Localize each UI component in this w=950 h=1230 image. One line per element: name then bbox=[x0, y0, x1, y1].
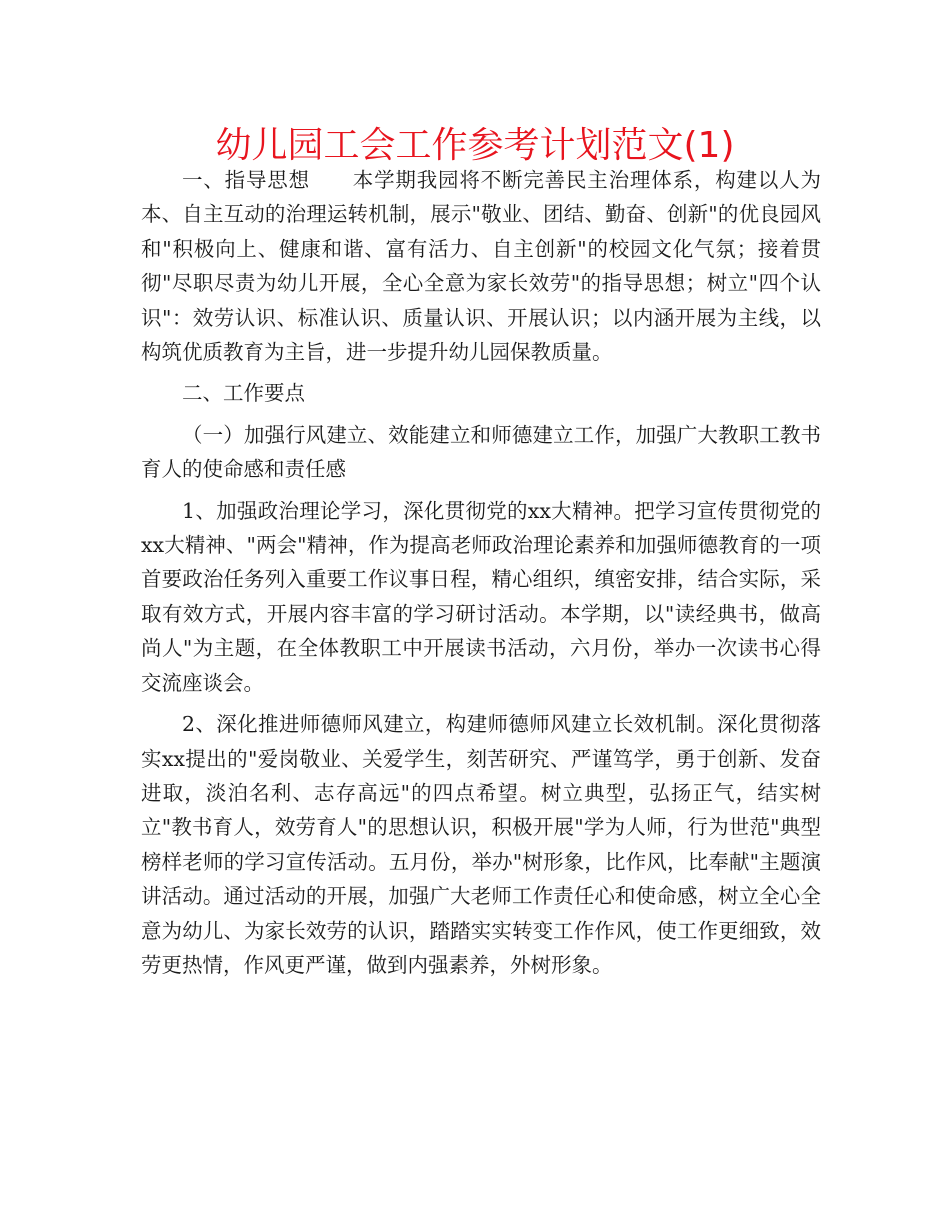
section-heading-work-points: 二、工作要点 bbox=[182, 381, 305, 406]
section-guiding-ideology bbox=[141, 163, 821, 369]
document-body bbox=[141, 163, 821, 989]
section-paragraph: 本学期我园将不断完善民主治理体系，构建以人为本、自主互动的治理运转机制，展示"敬业、团结、勤奋、创新"的优良园风和"积极向上、健康和谐、富有活力、自主创新"的校园文化气氛；接着贯彻"尽职尽责为幼儿开展，全心全意为家长效劳"的指导思想；树立"四个认识"：效劳认识、标准认识、质量认识、开展认识；以内涵开展为主线，以构筑优质教育为主旨，进一步提升幼儿园保教质量。 bbox=[141, 168, 822, 365]
list-item-paragraph: 2、深化推进师德师风建立，构建师德师风建立长效机制。深化贯彻落实xx提出的"爱岗敬业、关爱学生，刻苦研究、严谨笃学，勇于创新、发奋进取，淡泊名利、志存高远"的四点希望。树立典型，弘扬正气，结实树立"教书育人，效劳育人"的思想认识，积极开展"学为人师，行为世范"典型榜样老师的学习宣传活动。五月份，举办"树形象，比作风，比奉献"主题演讲活动。通过活动的开展，加强广大老师工作责任心和使命感，树立全心全意为幼儿、为家长效劳的认识，踏踏实实转变工作作风，使工作更细致，效劳更热情，作风更严谨，做到内强素养，外树形象。 bbox=[141, 712, 821, 977]
document-title: 幼儿园工会工作参考计划范文(1) bbox=[215, 125, 735, 166]
section-heading: 一、指导思想 bbox=[182, 168, 310, 192]
list-item-paragraph: 1、加强政治理论学习，深化贯彻党的xx大精神。把学习宣传贯彻党的xx大精神、"两会"精神，作为提高老师政治理论素养和加强师德教育的一项首要政治任务列入重要工作议事日程，精心组织，缜密安排，结合实际，采取有效方式，开展内容丰富的学习研讨活动。本学期，以"读经典书，做高尚人"为主题，在全体教职工中开展读书活动，六月份，举办一次读书心得交流座谈会。 bbox=[141, 498, 821, 695]
subsection-heading: （一）加强行风建立、效能建立和师德建立工作，加强广大教职工教书育人的使命感和责任感 bbox=[141, 422, 821, 482]
